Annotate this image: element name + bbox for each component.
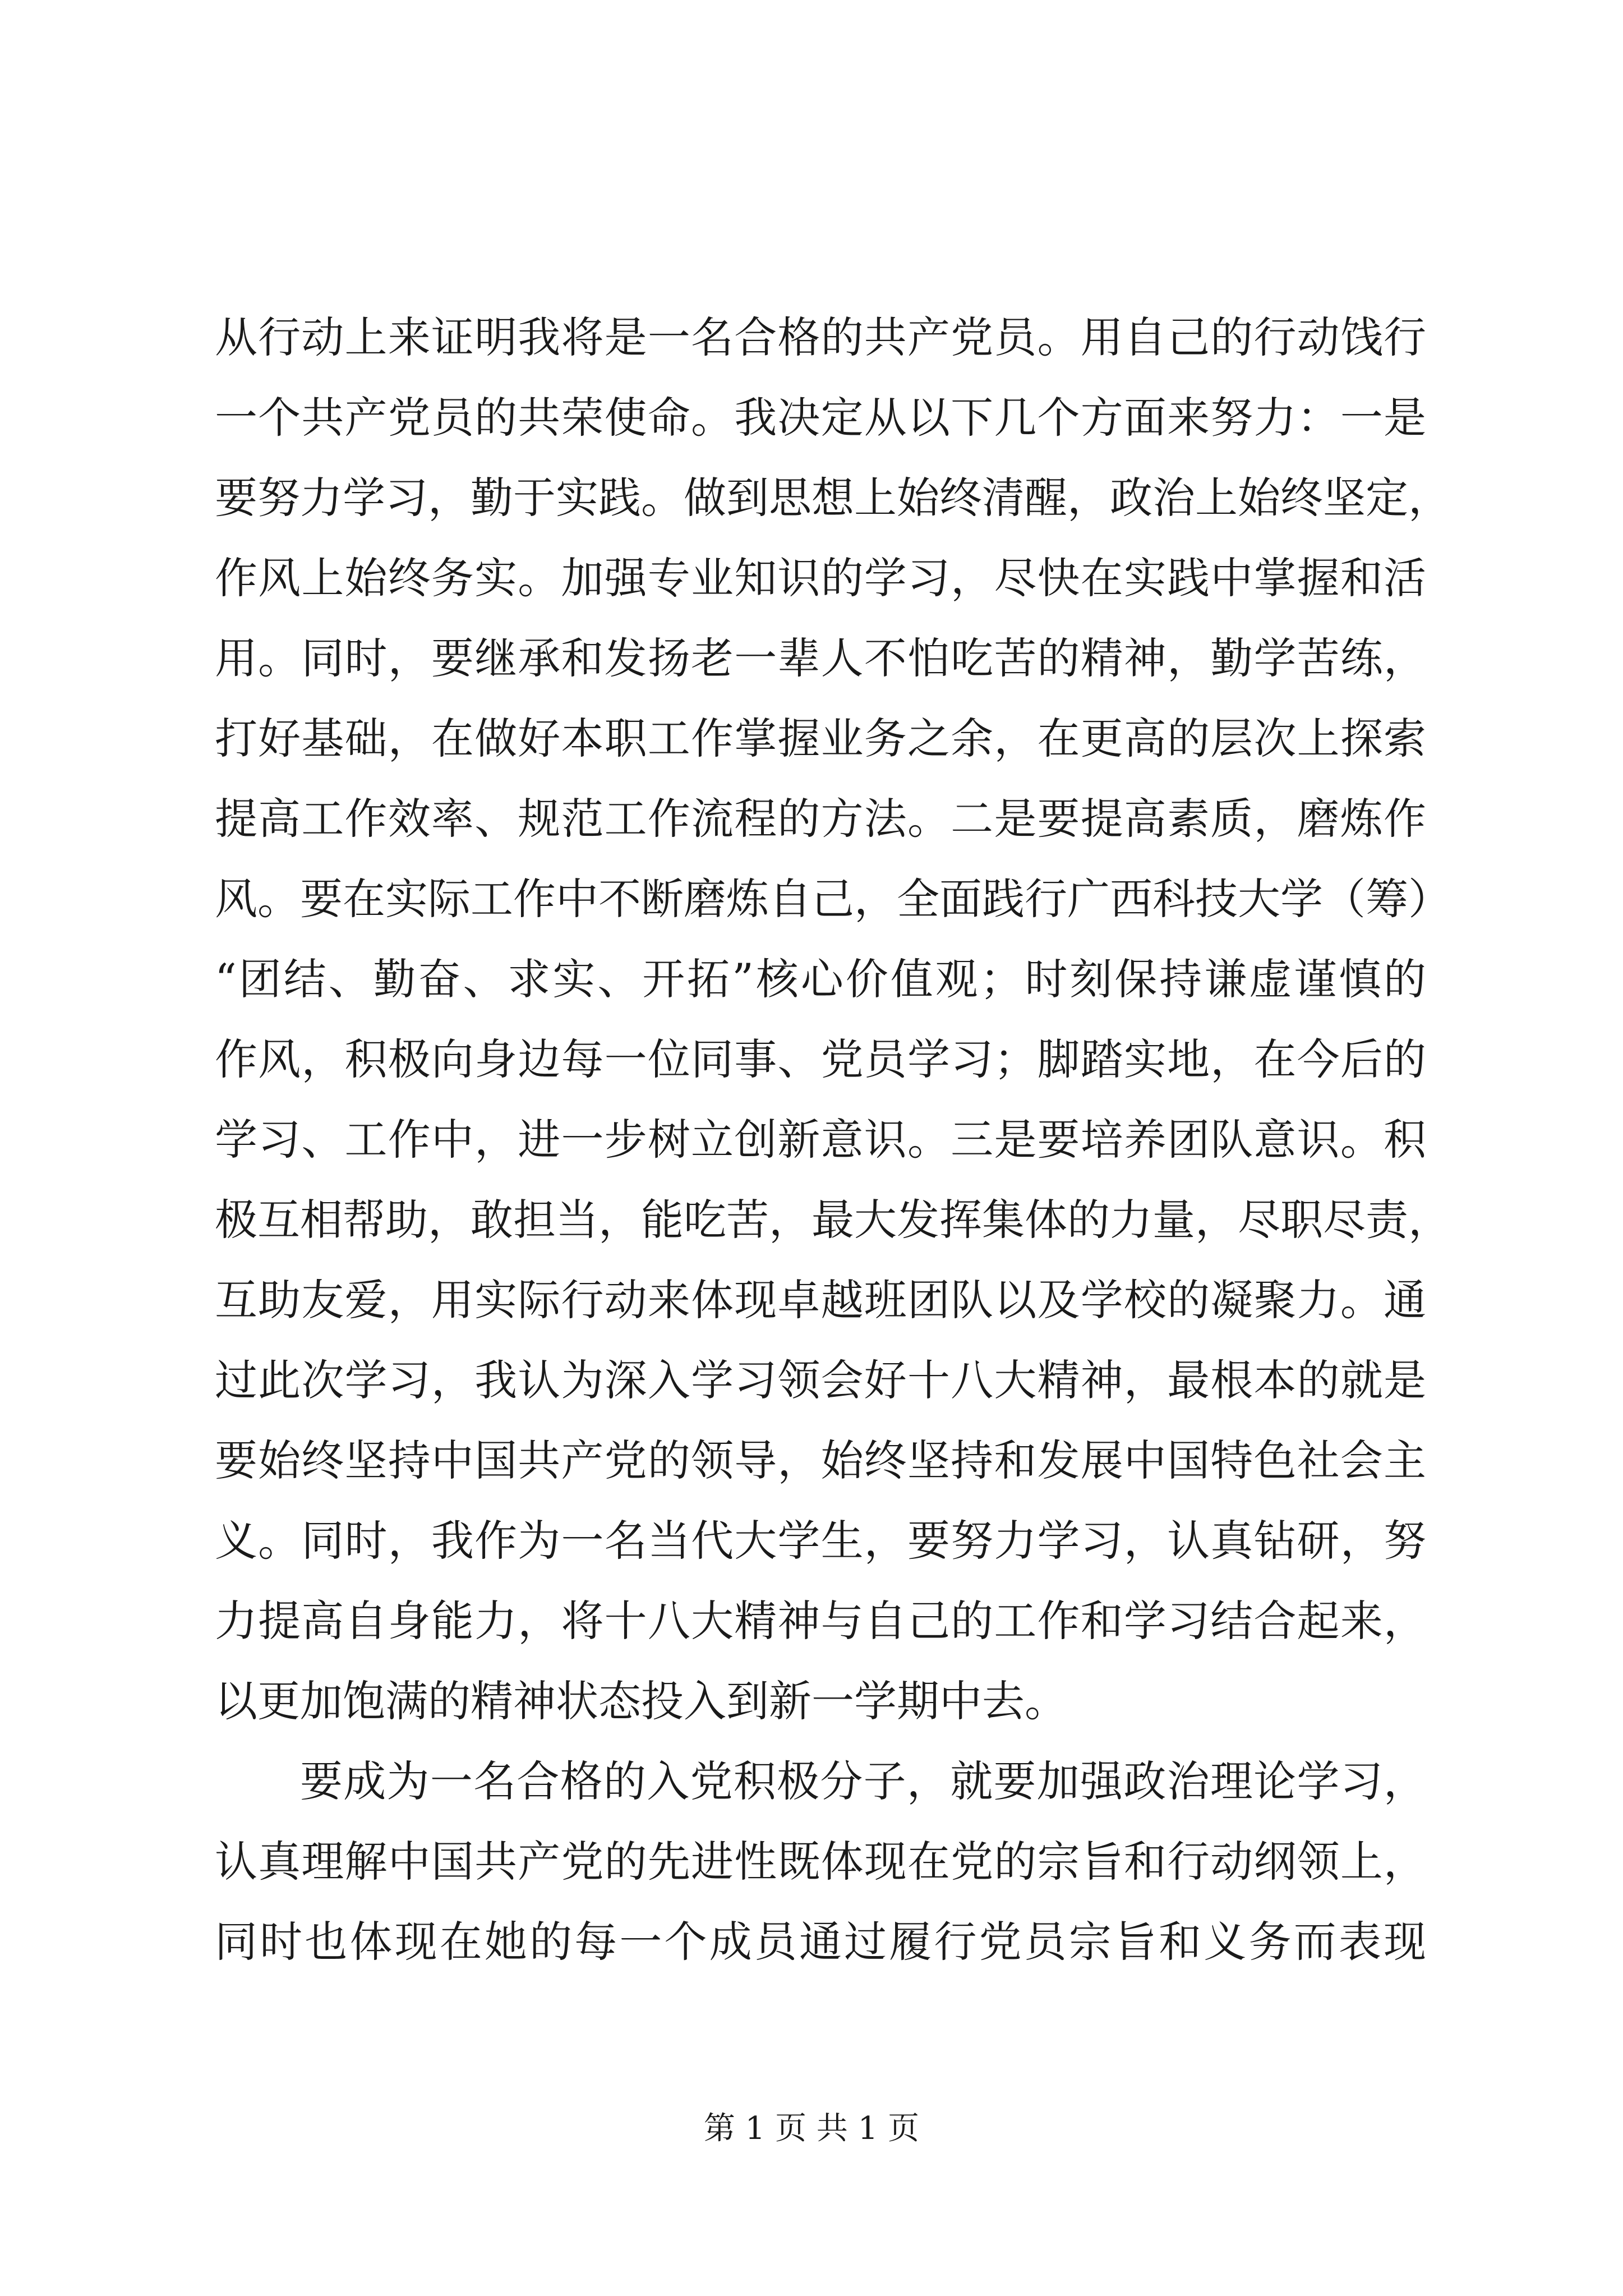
text-line: 力提高自身能力，将十八大精神与自己的工作和学习结合起来， xyxy=(215,1596,1426,1646)
text-line: 要成为一名合格的入党积极分子，就要加强政治理论学习， xyxy=(300,1756,1426,1806)
text-line: 提高工作效率、规范工作流程的方法。二是要提高素质，磨炼作 xyxy=(215,794,1426,844)
page-number: 第 1 页 共 1 页 xyxy=(703,2110,920,2147)
text-line: 同时也体现在她的每一个成员通过履行党员宗旨和义务而表现 xyxy=(215,1917,1426,1967)
text-line: 打好基础，在做好本职工作掌握业务之余，在更高的层次上探索 xyxy=(215,714,1426,763)
text-line: 以更加饱满的精神状态投入到新一学期中去。 xyxy=(215,1676,1067,1726)
text-line: 认真理解中国共产党的先进性既体现在党的宗旨和行动纲领上， xyxy=(215,1837,1426,1887)
text-line: 风。要在实际工作中不断磨炼自己，全面践行广西科技大学（筹） xyxy=(215,874,1451,924)
text-line: 作风，积极向身边每一位同事、党员学习；脚踏实地，在今后的 xyxy=(215,1034,1426,1084)
text-line: 过此次学习，我认为深入学习领会好十八大精神，最根本的就是 xyxy=(215,1355,1426,1405)
paragraph-1 xyxy=(215,297,1451,1741)
text-line: 作风上始终务实。加强专业知识的学习，尽快在实践中掌握和活 xyxy=(215,553,1426,603)
text-line: 互助友爱，用实际行动来体现卓越班团队以及学校的凝聚力。通 xyxy=(215,1275,1426,1325)
text-line: 用。同时，要继承和发扬老一辈人不怕吃苦的精神，勤学苦练， xyxy=(215,633,1426,683)
document-body xyxy=(215,297,1451,1982)
text-line: 极互相帮助，敢担当，能吃苦，最大发挥集体的力量，尽职尽责， xyxy=(215,1195,1451,1245)
text-line: 要始终坚持中国共产党的领导，始终坚持和发展中国特色社会主 xyxy=(215,1435,1426,1485)
text-line: 要努力学习，勤于实践。做到思想上始终清醒，政治上始终坚定， xyxy=(215,473,1451,523)
text-line: “团结、勤奋、求实、开拓”核心价值观；时刻保持谦虚谨慎的 xyxy=(215,954,1426,1004)
page-footer xyxy=(0,2106,1623,2151)
text-line: 从行动上来证明我将是一名合格的共产党员。用自己的行动饯行 xyxy=(215,312,1426,362)
text-line: 一个共产党员的共荣使命。我决定从以下几个方面来努力：一是 xyxy=(215,393,1426,443)
paragraph-2 xyxy=(215,1741,1426,1982)
text-line: 义。同时，我作为一名当代大学生，要努力学习，认真钻研，努 xyxy=(215,1516,1426,1566)
text-line: 学习、工作中，进一步树立创新意识。三是要培养团队意识。积 xyxy=(215,1115,1426,1165)
